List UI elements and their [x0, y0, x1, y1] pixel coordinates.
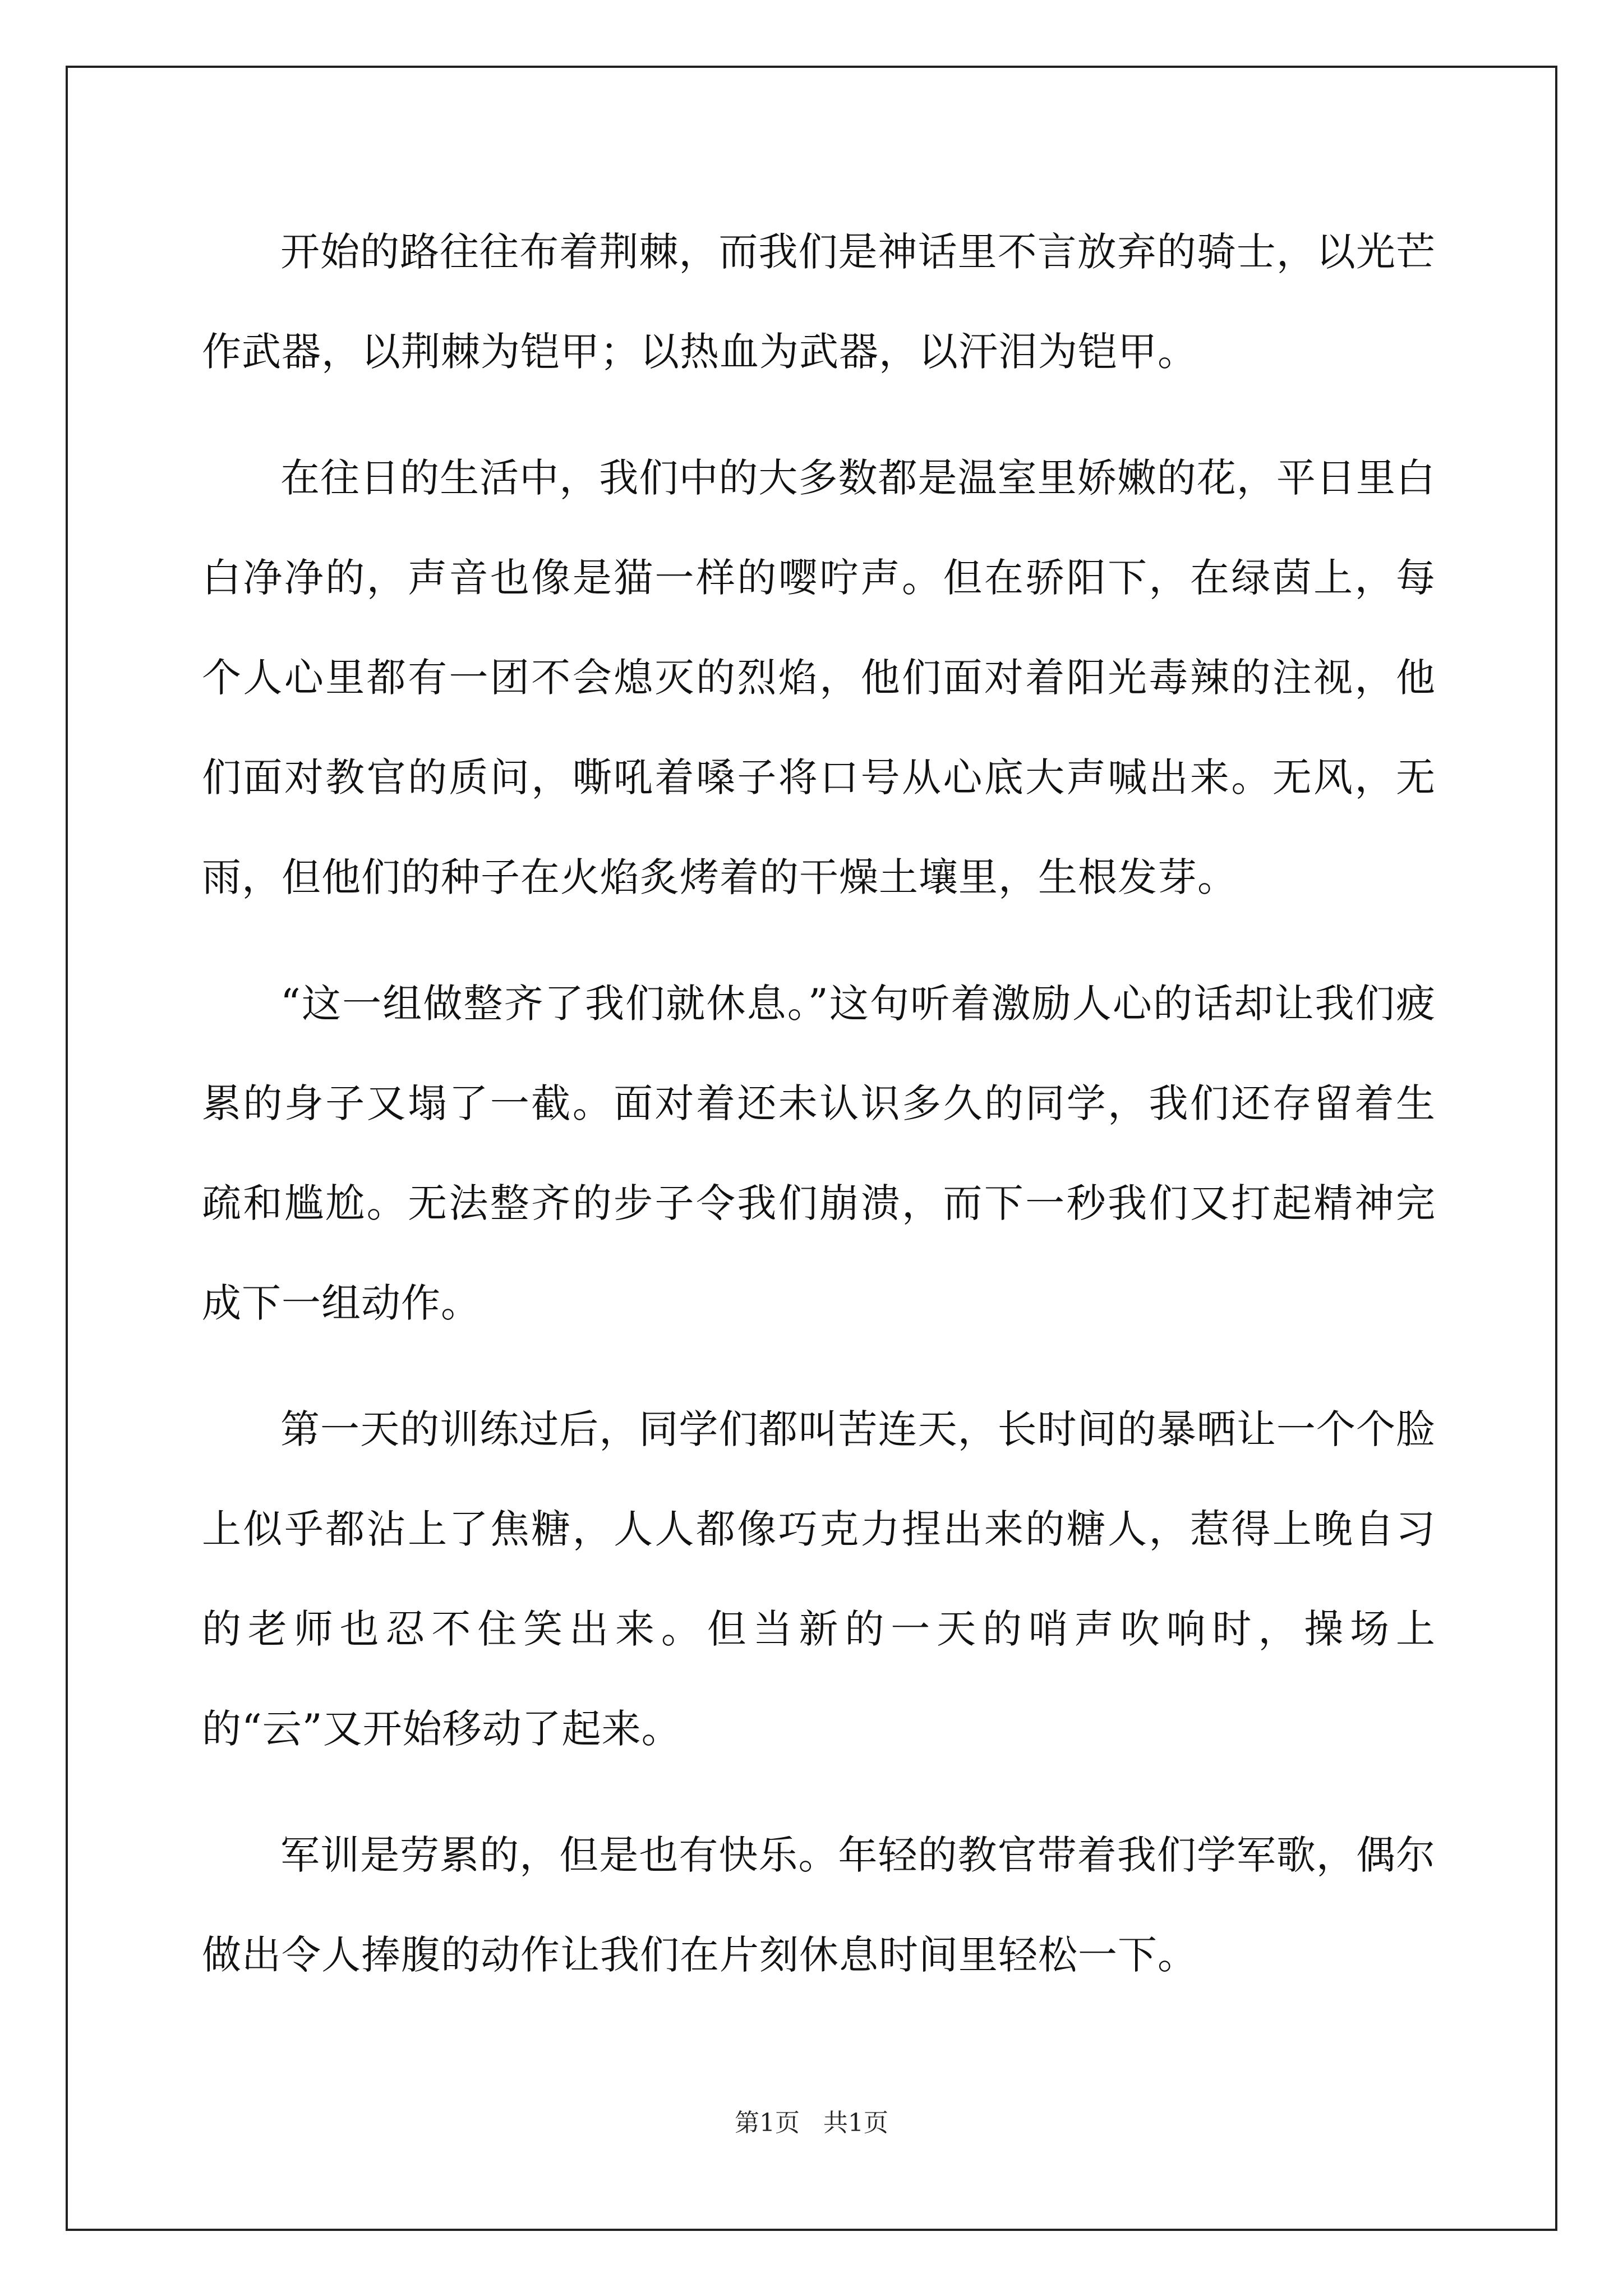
- paragraph-1: 开始的路往往布着荆棘，而我们是神话里不言放弃的骑士，以光芒作武器，以荆棘为铠甲；以热血为武器，以汗泪为铠甲。: [202, 229, 1436, 375]
- page-total: 共1页: [823, 2109, 888, 2137]
- paragraph-5: 军训是劳累的，但是也有快乐。年轻的教官带着我们学军歌，偶尔做出令人捧腹的动作让我们在片刻休息时间里轻松一下。: [202, 1832, 1436, 1978]
- page-footer: [0, 2106, 1623, 2140]
- page-number: 第1页: [735, 2109, 800, 2137]
- paragraph-3: “这一组做整齐了我们就休息。”这句听着激励人心的话却让我们疲累的身子又塌了一截。面对着还未认识多久的同学，我们还存留着生疏和尴尬。无法整齐的步子令我们崩溃，而下一秒我们又打起精神完成下一组动作。: [202, 981, 1436, 1326]
- document-body: [202, 202, 1436, 2031]
- paragraph-2: 在往日的生活中，我们中的大多数都是温室里娇嫩的花，平日里白白净净的，声音也像是猫一样的嘤咛声。但在骄阳下，在绿茵上，每个人心里都有一团不会熄灭的烈焰，他们面对着阳光毒辣的注视，他们面对教官的质问，嘶吼着嗓子将口号从心底大声喊出来。无风，无雨，但他们的种子在火焰炙烤着的干燥土壤里，生根发芽。: [202, 455, 1436, 900]
- paragraph-4: 第一天的训练过后，同学们都叫苦连天，长时间的暴晒让一个个脸上似乎都沾上了焦糖，人人都像巧克力捏出来的糖人，惹得上晚自习的老师也忍不住笑出来。但当新的一天的哨声吹响时，操场上的“云”又开始移动了起来。: [202, 1406, 1436, 1752]
